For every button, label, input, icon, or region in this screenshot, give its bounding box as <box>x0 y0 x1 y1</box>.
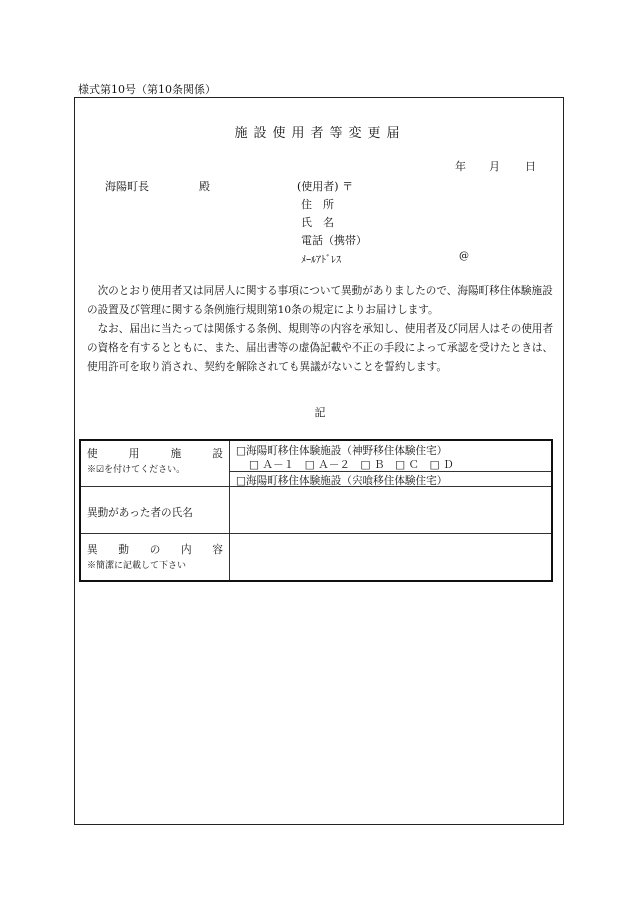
body-paragraph-2: なお、届出に当たっては関係する条例、規則等の内容を承知し、使用者及び同居人はその使用者の資格を有するとともに、また、届出書等の虚偽記載や不正の手段によって承認を受けたときは、使用許可を取り消され、契約を解除されても異議がないことを誓約します。 <box>87 323 554 373</box>
facility-note: ※☑を付けてください。 <box>87 465 186 475</box>
applicant-address-label: 住 所 <box>301 198 334 211</box>
addressee-name: 海陽町長 <box>105 180 149 193</box>
row-divider-1 <box>81 486 551 487</box>
date-year: 年 <box>455 160 466 173</box>
body-paragraph-1: 次のとおり使用者又は同居人に関する事項について異動がありましたので、海陽町移住体験施設の設置及び管理に関する条例施行規則第10条の規定によりお届けします。 <box>87 285 553 316</box>
applicant-email-label: ﾒｰﾙｱﾄﾞﾚｽ <box>301 255 341 266</box>
facility-option-kamino[interactable]: □海陽町移住体験施設（神野移住体験住宅） <box>236 445 448 457</box>
document-title: 施設使用者等変更届 <box>234 126 406 141</box>
change-label: 異 動 の 内 容 <box>87 544 223 556</box>
person-name-field[interactable] <box>233 489 547 529</box>
date-day: 日 <box>525 160 536 173</box>
form-frame <box>74 97 564 825</box>
facility-option-shishikui[interactable]: □海陽町移住体験施設（宍喰移住体験住宅） <box>236 475 448 487</box>
form-number: 様式第10号（第10条関係） <box>78 83 216 96</box>
person-label: 異動があった者の氏名 <box>87 507 193 519</box>
table-column-separator <box>229 441 230 580</box>
details-table <box>79 439 553 582</box>
addressee-honorific: 殿 <box>199 180 210 193</box>
date-month: 月 <box>489 160 500 173</box>
applicant-name-label: 氏 名 <box>301 216 334 229</box>
change-content-field[interactable] <box>233 537 547 577</box>
body-text <box>87 282 557 377</box>
applicant-label: (使用者) 〒 <box>297 180 354 193</box>
facility-units-checkboxes[interactable]: □ Ａ－１ □ Ａ－２ □ Ｂ □ Ｃ □ Ｄ <box>249 459 454 471</box>
change-note: ※簡潔に記載して下さい <box>87 561 187 571</box>
applicant-phone-label: 電話（携帯） <box>301 234 367 247</box>
facility-label: 使 用 施 設 <box>87 448 223 460</box>
email-at-sign: @ <box>459 251 469 262</box>
ki-heading: 記 <box>314 406 326 419</box>
row-divider-2 <box>81 533 551 534</box>
facility-option-divider <box>230 471 551 472</box>
